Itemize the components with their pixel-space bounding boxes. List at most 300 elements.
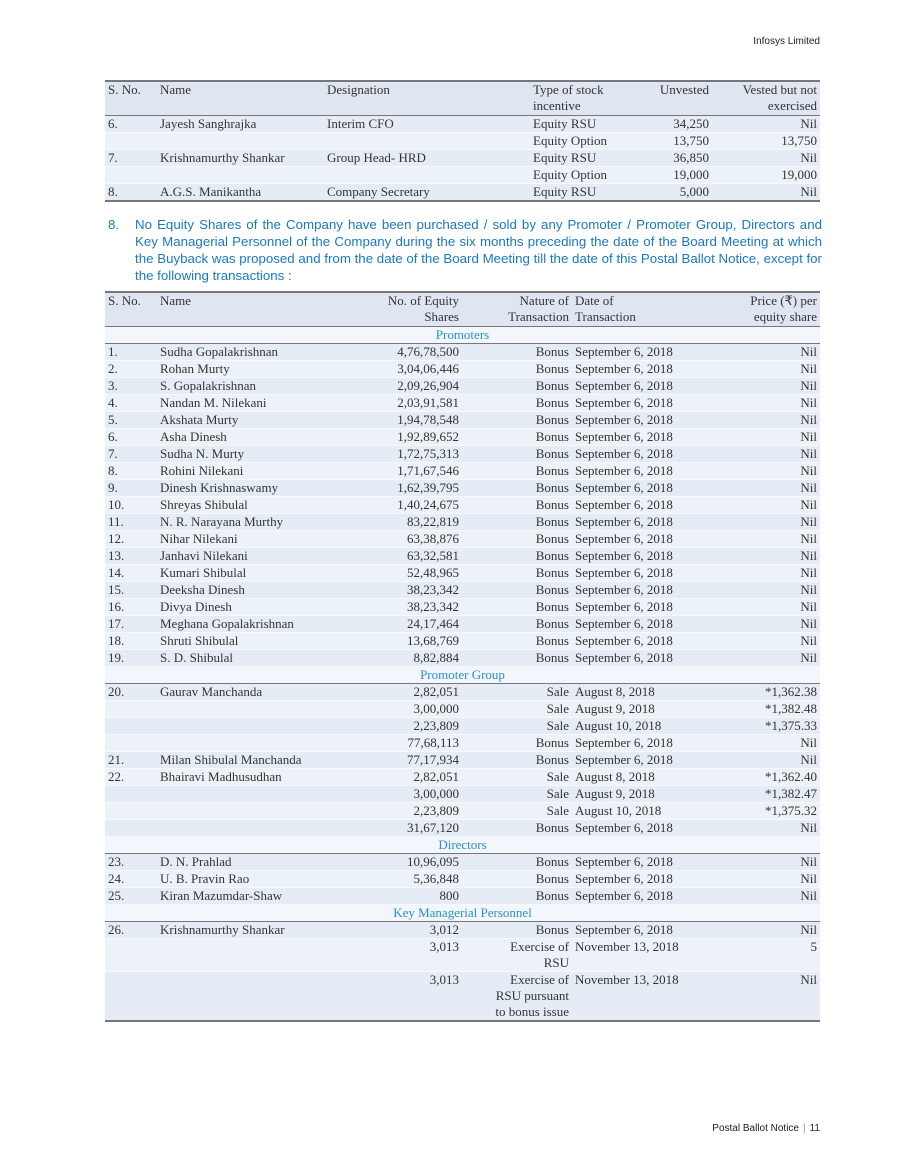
table-cell: 77,17,934 [407, 751, 459, 767]
table-cell: 1,71,67,546 [397, 462, 459, 478]
table-cell: Nil [800, 615, 817, 631]
table-cell: 36,850 [673, 149, 709, 165]
table-cell: 20. [108, 683, 125, 699]
table-cell: September 6, 2018 [575, 462, 673, 478]
table-cell [105, 938, 157, 971]
transactions-table [105, 291, 820, 1022]
paragraph-text: No Equity Shares of the Company have been purchased / sold by any Promoter / Promoter Group, Directors and Key Managerial Personnel of the Company during the six months preceding the date of the Board Meeting at which the Buyback was proposed and from the date of the Board Meeting till the date of this Postal Ballot Notice, except for the following transactions : [135, 217, 822, 283]
table-cell: September 6, 2018 [575, 819, 673, 835]
paragraph-number: 8. [108, 217, 120, 232]
section-title: Directors [438, 836, 487, 852]
col-designation: Designation [327, 82, 390, 97]
table-cell: Bonus [535, 853, 569, 869]
table-cell: 21. [108, 751, 125, 767]
table-cell: Bonus [535, 343, 569, 359]
table-cell: 12. [108, 530, 125, 546]
table-cell: Nil [800, 853, 817, 869]
table-cell: Nil [800, 394, 817, 410]
table-cell: Bonus [535, 751, 569, 767]
table-cell: 1,72,75,313 [397, 445, 459, 461]
table-cell: 8. [108, 462, 118, 478]
table-row [105, 360, 820, 377]
col-unvested: Unvested [659, 82, 709, 97]
table-cell: Nil [800, 530, 817, 546]
table-cell: Bonus [535, 411, 569, 427]
table-cell: 26. [108, 921, 125, 937]
table-cell: 13,68,769 [407, 632, 459, 648]
table-cell: A.G.S. Manikantha [160, 183, 262, 199]
table-cell: S. D. Shibulal [160, 649, 233, 665]
table-cell [105, 971, 157, 1021]
table-cell: Bonus [535, 394, 569, 410]
table-cell: 83,22,819 [407, 513, 459, 529]
table-cell: Sale [546, 700, 569, 716]
table-cell: Bonus [535, 445, 569, 461]
table-cell: 77,68,113 [407, 734, 459, 750]
table-cell [105, 166, 157, 183]
table-row [105, 428, 820, 445]
table-cell: 9. [108, 479, 118, 495]
table-cell: Meghana Gopalakrishnan [160, 615, 294, 631]
table-cell: September 6, 2018 [575, 411, 673, 427]
table-row [105, 496, 820, 513]
table-cell: 38,23,342 [407, 598, 459, 614]
table-row [105, 938, 820, 971]
table-row [105, 149, 820, 166]
table-row [105, 853, 820, 870]
table-cell: Rohini Nilekani [160, 462, 244, 478]
table-cell: 6. [108, 428, 118, 444]
table-cell: Nil [800, 547, 817, 563]
table-cell: Interim CFO [327, 115, 394, 131]
table-cell [157, 802, 317, 819]
table-cell: Bhairavi Madhusudhan [160, 768, 282, 784]
table-cell: 1,92,89,652 [397, 428, 459, 444]
table-cell: 5. [108, 411, 118, 427]
table-cell: September 6, 2018 [575, 581, 673, 597]
table-cell: Krishnamurthy Shankar [160, 149, 285, 165]
table-cell: 14. [108, 564, 125, 580]
table-cell [157, 166, 324, 183]
table-cell: Bonus [535, 513, 569, 529]
table-cell: September 6, 2018 [575, 360, 673, 376]
table-header-row [105, 81, 820, 115]
table-cell: 19,000 [781, 166, 817, 182]
table-cell: 10. [108, 496, 125, 512]
table-cell [105, 132, 157, 149]
table-row [105, 564, 820, 581]
table-cell: September 6, 2018 [575, 496, 673, 512]
table-cell: Nil [800, 921, 817, 937]
table-cell: August 9, 2018 [575, 700, 655, 716]
table-cell: S. Gopalakrishnan [160, 377, 257, 393]
stock-incentive-table [105, 80, 820, 202]
section-title: Promoter Group [420, 666, 505, 682]
table-cell: Bonus [535, 870, 569, 886]
table-cell [157, 700, 317, 717]
table-cell: Nil [800, 360, 817, 376]
table-cell: Rohan Murty [160, 360, 230, 376]
table-row [105, 462, 820, 479]
table-cell [105, 734, 157, 751]
table-cell [157, 785, 317, 802]
table-cell: Bonus [535, 632, 569, 648]
table-cell: *1,375.33 [765, 717, 817, 733]
table-row [105, 649, 820, 666]
table-cell: 19. [108, 649, 125, 665]
table-cell: Nil [800, 445, 817, 461]
table-row [105, 632, 820, 649]
table-cell: Nil [800, 819, 817, 835]
table-cell: 3,00,000 [413, 700, 459, 716]
table-cell: Nil [800, 632, 817, 648]
table-cell: D. N. Prahlad [160, 853, 232, 869]
col-date: Date of Transaction [575, 293, 636, 324]
table-cell: U. B. Pravin Rao [160, 870, 250, 886]
table-row [105, 411, 820, 428]
table-cell: 24,17,464 [407, 615, 459, 631]
footer-title: Postal Ballot Notice [712, 1123, 799, 1134]
table-row [105, 581, 820, 598]
table-cell: 8. [108, 183, 118, 199]
table-cell: September 6, 2018 [575, 547, 673, 563]
table-cell: Nil [800, 428, 817, 444]
table-cell: Nihar Nilekani [160, 530, 238, 546]
table-row [105, 768, 820, 785]
table-cell: N. R. Narayana Murthy [160, 513, 284, 529]
table-cell: *1,382.48 [765, 700, 817, 716]
col-name: Name [160, 293, 192, 308]
table-cell: Exercise of RSU [510, 938, 569, 970]
col-sno: S. No. [108, 82, 141, 97]
table-cell [105, 700, 157, 717]
table-cell: Equity Option [533, 132, 608, 148]
table-cell: 13,750 [673, 132, 709, 148]
table-cell [157, 734, 317, 751]
table-cell: *1,362.38 [765, 683, 817, 699]
table-cell: Nil [800, 513, 817, 529]
footer-divider: | [803, 1123, 806, 1134]
table-cell: September 6, 2018 [575, 887, 673, 903]
col-price: Price (₹) per equity share [750, 293, 817, 324]
table-cell: 31,67,120 [407, 819, 459, 835]
table-cell: 11. [108, 513, 124, 529]
table-row [105, 971, 820, 1021]
table-cell: *1,362.40 [765, 768, 817, 784]
table-cell: August 10, 2018 [575, 717, 662, 733]
table-cell: September 6, 2018 [575, 615, 673, 631]
table-cell: 3. [108, 377, 118, 393]
table-cell: Bonus [535, 819, 569, 835]
table-cell: Nil [800, 496, 817, 512]
table-cell: Bonus [535, 887, 569, 903]
table-cell: Bonus [535, 615, 569, 631]
table-cell: Akshata Murty [160, 411, 239, 427]
table-cell [105, 785, 157, 802]
table-cell: Milan Shibulal Manchanda [160, 751, 302, 767]
table-cell: November 13, 2018 [575, 971, 679, 987]
table-cell: 8,82,884 [413, 649, 459, 665]
table-cell: Company Secretary [327, 183, 430, 199]
table-row [105, 683, 820, 700]
table-row [105, 343, 820, 360]
table-cell: 5,36,848 [413, 870, 459, 886]
table-row [105, 479, 820, 496]
table-cell: Shreyas Shibulal [160, 496, 248, 512]
table-cell: 2,82,051 [413, 768, 459, 784]
table-cell: 38,23,342 [407, 581, 459, 597]
table-cell: Sale [546, 768, 569, 784]
col-name: Name [160, 82, 192, 97]
table-cell [324, 132, 530, 149]
table-cell: August 9, 2018 [575, 785, 655, 801]
table-row [105, 377, 820, 394]
section-row [105, 666, 820, 683]
table-cell: Nil [800, 462, 817, 478]
table-row [105, 598, 820, 615]
table-cell: September 6, 2018 [575, 343, 673, 359]
table-cell: Group Head- HRD [327, 149, 426, 165]
table-cell: 3,013 [429, 938, 459, 954]
table-cell: 2. [108, 360, 118, 376]
table-cell: September 6, 2018 [575, 530, 673, 546]
table-cell: 19,000 [673, 166, 709, 182]
table-cell: 24. [108, 870, 125, 886]
table-cell: Nil [800, 149, 817, 165]
table-cell: September 6, 2018 [575, 513, 673, 529]
table-cell: Nil [800, 734, 817, 750]
table-cell: 25. [108, 887, 125, 903]
col-sno: S. No. [108, 293, 141, 308]
table-cell: Equity RSU [533, 149, 597, 165]
table-cell: Deeksha Dinesh [160, 581, 245, 597]
table-row [105, 870, 820, 887]
table-cell: August 10, 2018 [575, 802, 662, 818]
table-cell: 1,62,39,795 [397, 479, 459, 495]
table-cell: 3,012 [429, 921, 459, 937]
section-row [105, 904, 820, 921]
table-cell: Nil [800, 971, 817, 987]
table-row [105, 132, 820, 149]
table-cell: 4,76,78,500 [397, 343, 459, 359]
table-cell: September 6, 2018 [575, 598, 673, 614]
table-cell: November 13, 2018 [575, 938, 679, 954]
table-cell: Divya Dinesh [160, 598, 232, 614]
table-cell: September 6, 2018 [575, 751, 673, 767]
table-cell: Nil [800, 581, 817, 597]
table-cell: Jayesh Sanghrajka [160, 115, 257, 131]
table-cell [105, 717, 157, 734]
col-shares: No. of Equity Shares [387, 293, 459, 324]
table-cell: 23. [108, 853, 125, 869]
table-cell [157, 938, 317, 971]
table-cell: September 6, 2018 [575, 853, 673, 869]
table-cell: Nil [800, 751, 817, 767]
table-cell: Nil [800, 598, 817, 614]
table-cell: Bonus [535, 564, 569, 580]
table-row [105, 115, 820, 132]
table-row [105, 751, 820, 768]
table-row [105, 183, 820, 201]
table-cell: Krishnamurthy Shankar [160, 921, 285, 937]
section-8-paragraph [108, 216, 822, 284]
table-cell: 5 [810, 938, 817, 954]
table-cell: Bonus [535, 496, 569, 512]
table-cell: Gaurav Manchanda [160, 683, 263, 699]
table-cell: August 8, 2018 [575, 768, 655, 784]
table-cell [157, 971, 317, 1021]
table-cell: Nil [800, 377, 817, 393]
table-row [105, 166, 820, 183]
table-cell [157, 819, 317, 836]
table-cell: Nil [800, 411, 817, 427]
table-cell: September 6, 2018 [575, 394, 673, 410]
table-cell [157, 132, 324, 149]
table-row [105, 445, 820, 462]
table-cell: Bonus [535, 428, 569, 444]
table-row [105, 887, 820, 904]
table-cell: 13,750 [781, 132, 817, 148]
table-cell: 52,48,965 [407, 564, 459, 580]
table-cell: Nil [800, 343, 817, 359]
table-cell: Sudha Gopalakrishnan [160, 343, 279, 359]
table-cell: August 8, 2018 [575, 683, 655, 699]
table-cell: Equity Option [533, 166, 608, 182]
table-cell: Bonus [535, 530, 569, 546]
table-cell: 10,96,095 [407, 853, 459, 869]
table-cell: Bonus [535, 598, 569, 614]
table-cell: Janhavi Nilekani [160, 547, 248, 563]
section-title: Promoters [435, 326, 490, 342]
table-cell: Nil [800, 183, 817, 199]
table-cell: September 6, 2018 [575, 377, 673, 393]
table-cell: 18. [108, 632, 125, 648]
table-row [105, 615, 820, 632]
table-cell [105, 802, 157, 819]
table-cell: September 6, 2018 [575, 428, 673, 444]
table-cell: Equity RSU [533, 115, 597, 131]
table-cell: Nandan M. Nilekani [160, 394, 267, 410]
table-cell: Sale [546, 683, 569, 699]
table-cell: Sale [546, 802, 569, 818]
table-cell: 2,82,051 [413, 683, 459, 699]
table-cell: 34,250 [673, 115, 709, 131]
table-cell: September 6, 2018 [575, 479, 673, 495]
table-row [105, 819, 820, 836]
table-cell: Bonus [535, 581, 569, 597]
table-cell: Nil [800, 887, 817, 903]
table-cell: Asha Dinesh [160, 428, 227, 444]
page-number: 11 [809, 1123, 820, 1134]
table-cell: 15. [108, 581, 125, 597]
table-cell: Bonus [535, 479, 569, 495]
table-cell: September 6, 2018 [575, 921, 673, 937]
table-cell: Bonus [535, 649, 569, 665]
table-cell: Nil [800, 115, 817, 131]
table-row [105, 513, 820, 530]
table-cell: *1,375.32 [765, 802, 817, 818]
table-cell: 3,00,000 [413, 785, 459, 801]
table-row [105, 530, 820, 547]
table-row [105, 921, 820, 938]
table-cell: Nil [800, 649, 817, 665]
table-cell: September 6, 2018 [575, 564, 673, 580]
table-header-row [105, 292, 820, 326]
table-cell: September 6, 2018 [575, 445, 673, 461]
table-cell: 2,23,809 [413, 802, 459, 818]
table-cell: Bonus [535, 462, 569, 478]
table-cell: 7. [108, 445, 118, 461]
table-cell: 1,94,78,548 [397, 411, 459, 427]
table-cell: Exercise of RSU pursuant to bonus issue [495, 971, 569, 1019]
table-cell: Bonus [535, 921, 569, 937]
table-cell: September 6, 2018 [575, 734, 673, 750]
section-row [105, 836, 820, 853]
table-cell: September 6, 2018 [575, 870, 673, 886]
table-row [105, 717, 820, 734]
table-row [105, 700, 820, 717]
table-cell: Bonus [535, 734, 569, 750]
table-cell [105, 819, 157, 836]
table-cell: 800 [439, 887, 459, 903]
table-cell: 22. [108, 768, 125, 784]
table-cell: 63,38,876 [407, 530, 459, 546]
table-cell: Sudha N. Murty [160, 445, 245, 461]
table-cell: 3,013 [429, 971, 459, 987]
table-cell: Nil [800, 870, 817, 886]
table-cell: Kiran Mazumdar-Shaw [160, 887, 283, 903]
table-cell [324, 166, 530, 183]
table-cell: *1,382.47 [765, 785, 817, 801]
table-cell: Nil [800, 564, 817, 580]
table-row [105, 785, 820, 802]
table-cell: Bonus [535, 377, 569, 393]
section-title: Key Managerial Personnel [393, 904, 532, 920]
table-cell: Dinesh Krishnaswamy [160, 479, 279, 495]
table-cell: Nil [800, 479, 817, 495]
table-cell: 16. [108, 598, 125, 614]
table-row [105, 547, 820, 564]
table-cell: Shruti Shibulal [160, 632, 239, 648]
table-row [105, 802, 820, 819]
table-cell: 7. [108, 149, 118, 165]
table-cell: 13. [108, 547, 125, 563]
footer [712, 1123, 820, 1134]
table-cell: Bonus [535, 360, 569, 376]
table-cell: 5,000 [679, 183, 709, 199]
table-cell: 63,32,581 [407, 547, 459, 563]
table-cell: 2,03,91,581 [397, 394, 459, 410]
table-cell: 1. [108, 343, 118, 359]
col-nature: Nature of Transaction [508, 293, 569, 324]
table-row [105, 734, 820, 751]
table-cell: Kumari Shibulal [160, 564, 247, 580]
col-vested: Vested but not exercised [742, 82, 817, 113]
table-cell: Sale [546, 785, 569, 801]
table-cell: Equity RSU [533, 183, 597, 199]
section-row [105, 326, 820, 343]
table-cell: September 6, 2018 [575, 632, 673, 648]
table-cell: Sale [546, 717, 569, 733]
table-cell: 1,40,24,675 [397, 496, 459, 512]
table-cell [157, 717, 317, 734]
table-cell: 2,23,809 [413, 717, 459, 733]
table-row [105, 394, 820, 411]
table-cell: 4. [108, 394, 118, 410]
table-cell: 17. [108, 615, 125, 631]
table-cell: Bonus [535, 547, 569, 563]
table-cell: 3,04,06,446 [397, 360, 459, 376]
